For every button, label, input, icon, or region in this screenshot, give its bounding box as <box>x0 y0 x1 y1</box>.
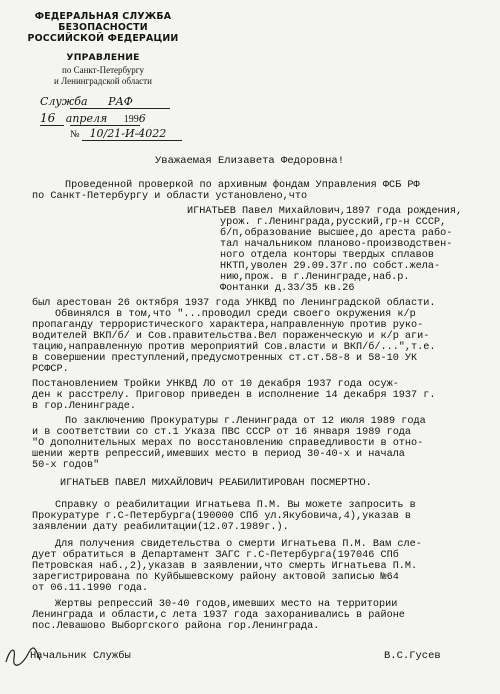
body-line-36: Ленинграда и области,с лета 1937 года захоранивались в районе <box>32 610 405 621</box>
rehabilitation-statement: ИГНАТЬЕВ ПАВЕЛ МИХАЙЛОВИЧ РЕАБИЛИТИРОВАН ПОСМЕРТНО. <box>60 478 372 489</box>
body-line-14: водителей ВКП/б/ и Сов.правительства.Вел пораженческую и к/р аги- <box>32 331 430 342</box>
date-year-suffix: 6 <box>138 112 146 125</box>
body-line-3: ИГНАТЬЕВ Павел Михайлович,1897 года рождения, <box>187 206 463 217</box>
signatory-title: Начальник Службы <box>30 650 131 662</box>
number-field <box>70 127 190 141</box>
service-label: Служба <box>40 95 88 108</box>
body-line-17: РСФСР. <box>32 364 69 375</box>
body-line-27: Справку о реабилитации Игнатьева П.М. Вы можете запросить в <box>55 500 416 511</box>
service-value: РАФ <box>108 95 133 108</box>
body-line-21: По заключению Прокуратуры г.Ленинграда от 12 июля 1989 года <box>65 416 426 427</box>
letterhead-region <box>8 65 198 87</box>
body-line-23: "О дополнительных мерах по восстановлению справедливости в отно- <box>32 438 424 449</box>
body-line-8: НКТП,уволен 29.09.37г.по собст.жела- <box>220 261 441 272</box>
body-line-20: в гор.Ленинграде. <box>32 401 136 412</box>
body-line-7: ного отдела конторы твердых сплавов <box>220 250 434 261</box>
body-line-12: Обвинялся в том,что "...проводил среди своего окружения к/р <box>55 309 416 320</box>
body-line-34: от 06.11.1990 года. <box>32 583 149 594</box>
body-line-5: б/п,образование высшее,до ареста рабо- <box>220 228 453 239</box>
service-underline <box>70 108 170 109</box>
date-month: апреля <box>65 112 108 125</box>
body-line-1: Проведенной проверкой по архивным фондам Управления ФСБ РФ <box>65 180 420 191</box>
month-underline <box>70 125 140 126</box>
signatory-name: В.С.Гусев <box>384 650 441 662</box>
body-line-37: пос.Левашово Выборгского района гор.Ленинграда. <box>32 621 320 632</box>
salutation: Уважаемая Елизавета Федоровна! <box>155 155 345 167</box>
body-line-30: Для получения свидетельства о смерти Игнатьева П.М. Вам сле- <box>55 539 422 550</box>
number-label: № <box>70 129 80 140</box>
body-line-18: Постановлением Тройки УНКВД ЛО от 10 декабря 1937 года осуж- <box>32 379 399 390</box>
body-line-24: шении жертв репрессий,имевших место в период 30-40-х и начала <box>32 449 405 460</box>
letterhead-department: УПРАВЛЕНИЕ <box>66 52 140 63</box>
body-line-11: был арестован 26 октября 1937 года УНКВД по Ленинградской области. <box>32 298 436 309</box>
body-line-4: урож. г.Ленинграда,русский,гр-н СССР, <box>220 217 447 228</box>
body-line-9: нию,прож. в г.Ленинграде,наб.р. <box>220 272 410 283</box>
body-line-28: Прокуратуре г.С-Петербурга(190000 СПб ул.Якубовича,4),указав в <box>32 511 412 522</box>
body-line-22: и в соответствии со ст.1 Указа ПВС СССР от 16 января 1989 года <box>32 427 412 438</box>
service-field <box>40 95 170 108</box>
region-line-2: и Ленинградской области <box>54 76 152 86</box>
date-day: 16 <box>40 111 56 125</box>
body-line-13: пропаганду террористического характера,направленную против руко- <box>32 320 424 331</box>
body-line-33: зарегистрирована по Куйбышевскому району актовой записью №64 <box>32 572 399 583</box>
region-line-1: по Санкт-Петербургу <box>62 65 144 75</box>
day-underline <box>40 125 64 126</box>
body-line-6: тал начальником планово-производствен- <box>220 239 453 250</box>
body-line-15: тацию,направленную против мероприятий Сов.власти и ВКП/б/...",т.е. <box>32 342 436 353</box>
body-line-10: Фонтанки д.33/35 кв.26 <box>220 283 355 294</box>
letterhead-org <box>8 11 198 44</box>
org-line-2: БЕЗОПАСНОСТИ <box>58 22 148 33</box>
body-line-32: Петровская наб.,2),указав в заявлении,что смерть Игнатьева П.М. <box>32 561 418 572</box>
org-line-3: РОССИЙСКОЙ ФЕДЕРАЦИИ <box>27 33 179 44</box>
body-line-16: в совершении преступлений,предусмотренных ст.ст.58-8 и 58-10 УК <box>32 353 418 364</box>
body-line-19: ден к расстрелу. Приговор приведен в исполнение 14 декабря 1937 г. <box>32 390 436 401</box>
number-underline <box>82 140 182 141</box>
date-year-prefix: 199 <box>123 114 139 125</box>
body-line-25: 50-х годов" <box>32 460 100 471</box>
org-line-1: ФЕДЕРАЛЬНАЯ СЛУЖБА <box>34 11 172 22</box>
body-line-2: по Санкт-Петербургу и области установлено,что <box>32 191 308 202</box>
body-line-31: дует обратиться в Департамент ЗАГС г.С-Петербурга(197046 СПб <box>32 550 399 561</box>
number-value: 10/21-И-4022 <box>89 127 167 140</box>
date-field <box>40 111 200 125</box>
body-line-29: заявлении дату реабилитации(12.07.1989г.). <box>32 522 289 533</box>
body-line-35: Жертвы репрессий 30-40 годов,имевших место на территории <box>55 599 398 610</box>
